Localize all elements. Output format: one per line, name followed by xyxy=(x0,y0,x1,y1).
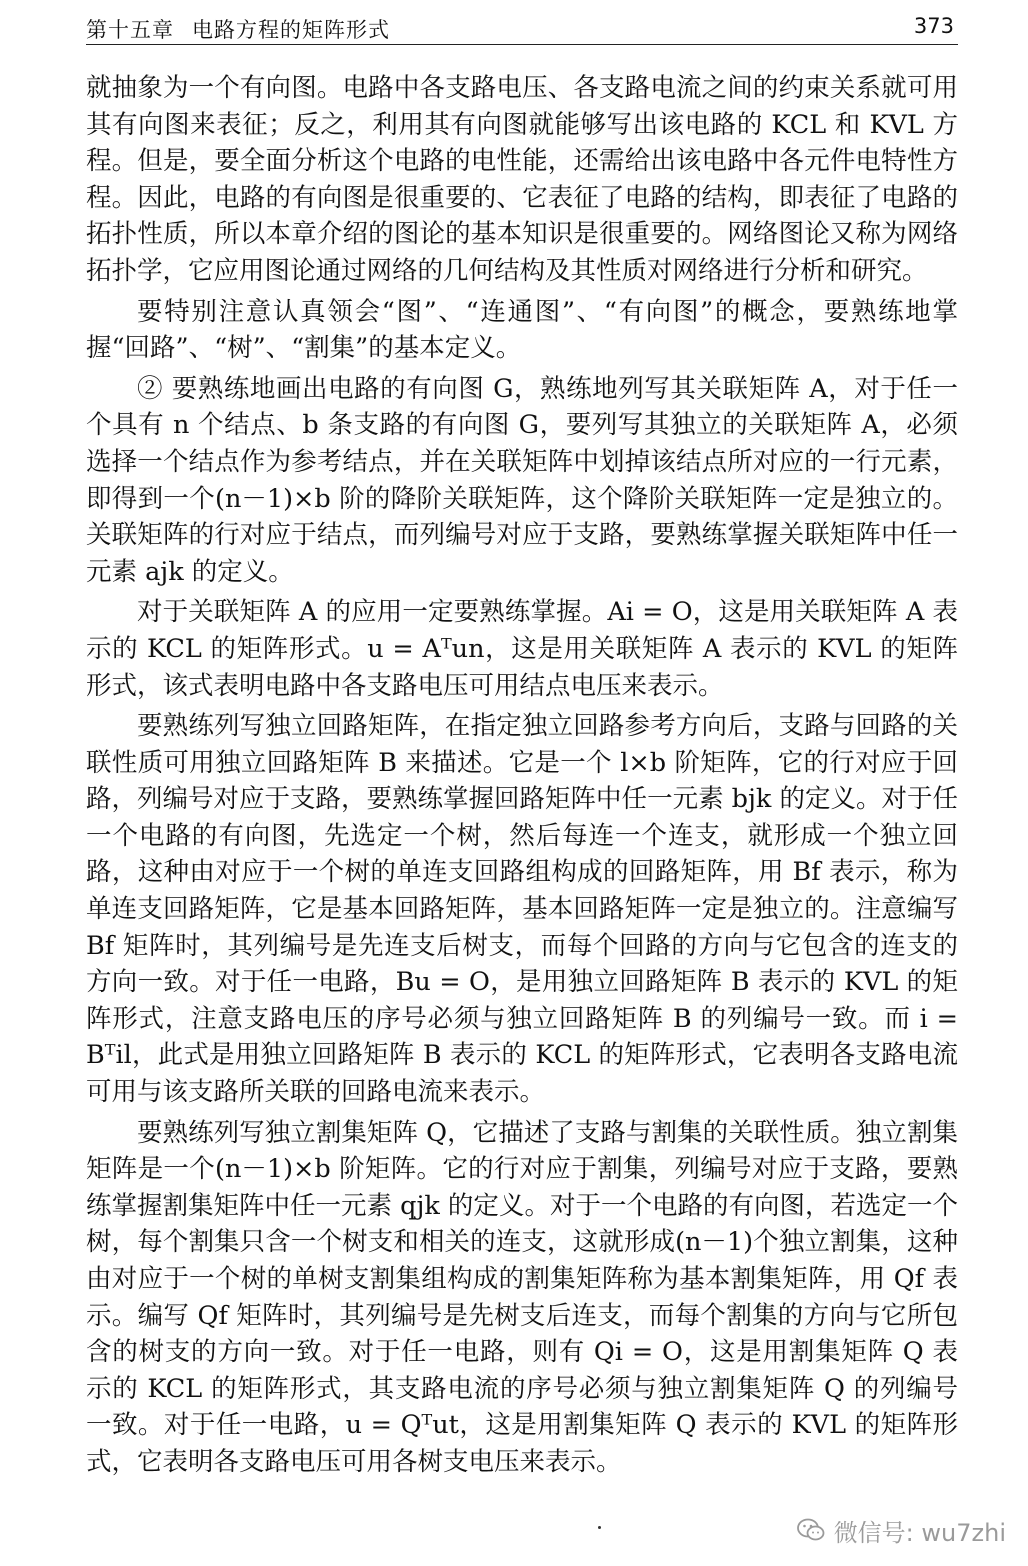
paragraph-2: 要特别注意认真领会“图”、“连通图”、“有向图”的概念，要熟练地掌握“回路”、“树”、“割集”的基本定义。 xyxy=(86,296,958,364)
paragraph-4: 对于关联矩阵 A 的应用一定要熟练掌握。Ai = O，这是用关联矩阵 A 表示的 KCL 的矩阵形式。u = Aᵀun，这是用关联矩阵 A 表示的 KVL 的矩阵形式，该式表明电路中各支路电压可用结点电压来表示。 xyxy=(86,597,958,701)
paragraph-1: 就抽象为一个有向图。电路中各支路电压、各支路电流之间的约束关系就可用其有向图来表征；反之，利用其有向图就能够写出该电路的 KCL 和 KVL 方程。但是，要全面分析这个电路的电性能，还需给出该电路中各元件电特性方程。因此，电路的有向图是很重要的、它表征了电路的结构，即表征了电路的拓扑性质，所以本章介绍的图论的基本知识是很重要的。网络图论又称为网络拓扑学，它应用图论通过网络的几何结构及其性质对网络进行分析和研究。 xyxy=(86,73,958,286)
speck xyxy=(598,1526,601,1529)
chapter-label: 第十五章 xyxy=(86,18,174,42)
wechat-icon xyxy=(796,1517,826,1543)
page-number: 373 xyxy=(913,14,954,38)
paragraph-6: 要熟练列写独立割集矩阵 Q，它描述了支路与割集的关联性质。独立割集矩阵是一个(n－1)×b 阶矩阵。它的行对应于割集，列编号对应于支路，要熟练掌握割集矩阵中任一元素 qjk 的定义。对于一个电路的有向图，若选定一个树，每个割集只含一个树支和相关的连支，这就形成(n－1)个独立割集，这种由对应于一个树的单树支割集组构成的割集矩阵称为基本割集矩阵，用 Qf 表示。编写 Qf 矩阵时，其列编号是先树支后连支，而每个割集的方向与它所包含的树支的方向一致。对于任一电路，则有 Qi = O，这是用割集矩阵 Q 表示的 KCL 的矩阵形式，其支路电流的序号必须与独立割集矩阵 Q 的列编号一致。对于任一电路，u = Qᵀut，这是用割集矩阵 Q 表示的 KVL 的矩阵形式，它表明各支路电压可用各树支电压来表示。 xyxy=(86,1117,958,1477)
paragraph-5: 要熟练列写独立回路矩阵，在指定独立回路参考方向后，支路与回路的关联性质可用独立回路矩阵 B 来描述。它是一个 l×b 阶矩阵，它的行对应于回路，列编号对应于支路，要熟练掌握回路矩阵中任一元素 bjk 的定义。对于任一个电路的有向图，先选定一个树，然后每连一个连支，就形成一个独立回路，这种由对应于一个树的单连支回路组构成的回路矩阵，用 Bf 表示，称为单连支回路矩阵，它是基本回路矩阵，基本回路矩阵一定是独立的。注意编写 Bf 矩阵时，其列编号是先连支后树支，而每个回路的方向与它包含的连支的方向一致。对于任一电路，Bu = O，是用独立回路矩阵 B 表示的 KVL 的矩阵形式，注意支路电压的序号必须与独立回路矩阵 B 的列编号一致。而 i = Bᵀil，此式是用独立回路矩阵 B 表示的 KCL 的矩阵形式，它表明各支路电流可用与该支路所关联的回路电流来表示。 xyxy=(86,711,958,1108)
running-title xyxy=(86,14,390,44)
page-header xyxy=(86,8,958,45)
chapter-title: 电路方程的矩阵形式 xyxy=(192,18,390,42)
watermark-text: 微信号: wu7zhi xyxy=(833,1518,1006,1547)
page-body xyxy=(86,70,958,1485)
paragraph-3: ② 要熟练地画出电路的有向图 G，熟练地列写其关联矩阵 A，对于任一个具有 n 个结点、b 条支路的有向图 G，要列写其独立的关联矩阵 A，必须选择一个结点作为参考结点，并在关联矩阵中划掉该结点所对应的一行元素，即得到一个(n－1)×b 阶的降阶关联矩阵，这个降阶关联矩阵一定是独立的。关联矩阵的行对应于结点，而列编号对应于支路，要熟练掌握关联矩阵中任一元素 ajk 的定义。 xyxy=(86,373,958,587)
watermark xyxy=(796,1510,1006,1550)
